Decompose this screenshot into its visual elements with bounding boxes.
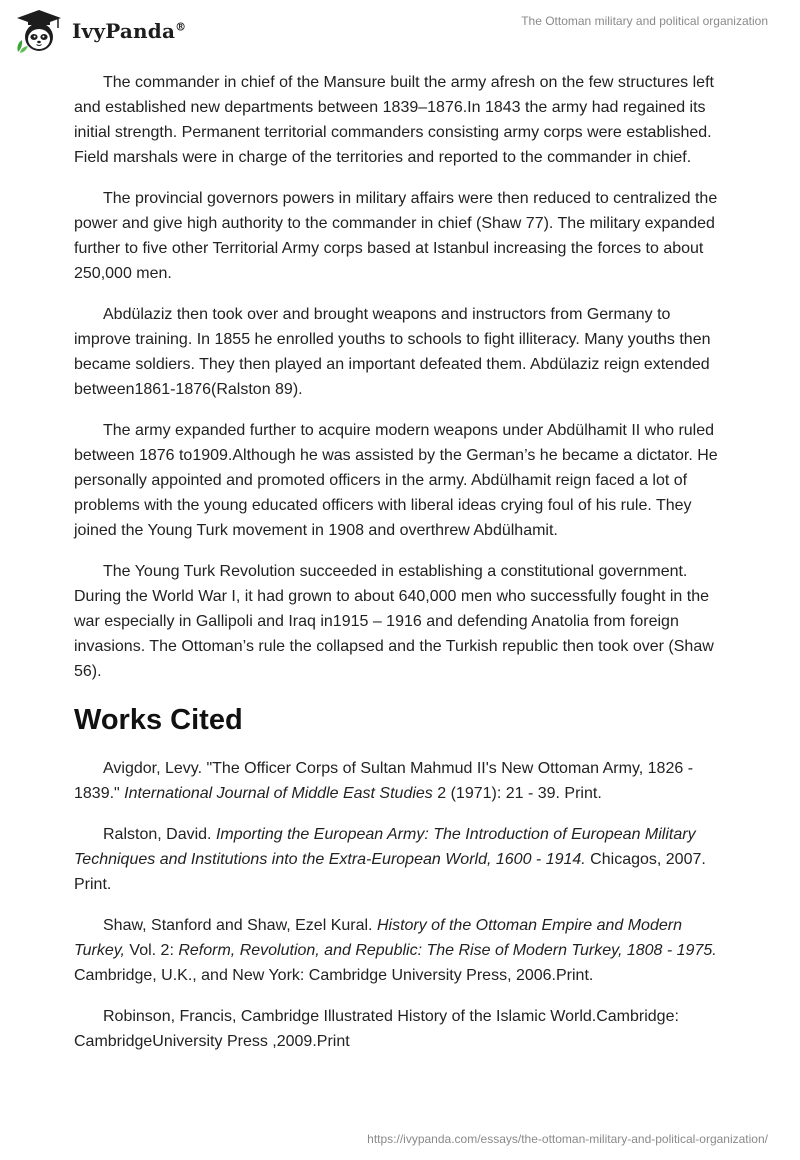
works-cited-heading: Works Cited — [74, 704, 243, 736]
panda-graduate-icon — [14, 8, 64, 54]
body-paragraph: The provincial governors powers in military affairs were then reduced to centralized the power and give high authority to the commander in chief (Shaw 77). The military expanded further to five other Territorial Army corps based at Istanbul increasing the forces to about 250,000 men. — [74, 190, 718, 282]
body-paragraph: Abdülaziz then took over and brought weapons and instructors from Germany to improve training. In 1855 he enrolled youths to schools to fight illiteracy. Many youths then became soldiers. They then played an important defeated them. Abdülaziz reign extended between1861-1876(Ralston 89). — [74, 306, 711, 398]
logo-wordmark: IvyPanda® — [72, 19, 187, 43]
body-paragraph: The commander in chief of the Mansure built the army afresh on the few structures left and established new departments between 1839–1876.In 1843 the army had regained its initial strength. Permanent territorial commanders consisting army corps were established. Field marshals were in charge of the territories and reported to the commander in chief. — [74, 74, 714, 166]
source-url[interactable]: https://ivypanda.com/essays/the-ottoman-military-and-political-organization/ — [367, 1132, 768, 1146]
essay-body — [74, 70, 728, 1070]
body-paragraph: The Young Turk Revolution succeeded in establishing a constitutional government. During the World War I, it had grown to about 640,000 men who successfully fought in the war especially in Gallipoli and Iraq in1915 – 1916 and defending Anatolia from foreign invasions. The Ottoman’s rule the collapsed and the Turkish republic then took over (Shaw 56). — [74, 563, 714, 680]
citation-entry: Robinson, Francis, Cambridge Illustrated History of the Islamic World.Cambridge: CambridgeUniversity Press ,2009.Print — [74, 1008, 679, 1050]
document-title: The Ottoman military and political organization — [521, 14, 768, 28]
body-paragraph: The army expanded further to acquire modern weapons under Abdülhamit II who ruled between 1876 to1909.Although he was assisted by the German’s he became a dictator. He personally appointed and promoted officers in the army. Abdülhamit reign faced a lot of problems with the young educated officers with liberal ideas crying foul of his rule. They joined the Young Turk movement in 1908 and overthrew Abdülhamit. — [74, 422, 718, 539]
citation-entry: Ralston, David. Importing the European Army: The Introduction of European Military Techniques and Institutions into the Extra-European World, 1600 - 1914. Chicagos, 2007. Print. — [74, 826, 706, 893]
citation-entry: Shaw, Stanford and Shaw, Ezel Kural. History of the Ottoman Empire and Modern Turkey, Vol. 2: Reform, Revolution, and Republic: The Rise of Modern Turkey, 1808 - 1975. Cambridge, U.K., and New York: Cambridge University Press, 2006.Print. — [74, 917, 717, 984]
ivypanda-logo[interactable] — [14, 8, 186, 54]
citation-entry: Avigdor, Levy. "The Officer Corps of Sultan Mahmud II's New Ottoman Army, 1826 - 1839." International Journal of Middle East Studies 2 (1971): 21 - 39. Print. — [74, 760, 694, 802]
page-header — [0, 0, 800, 60]
